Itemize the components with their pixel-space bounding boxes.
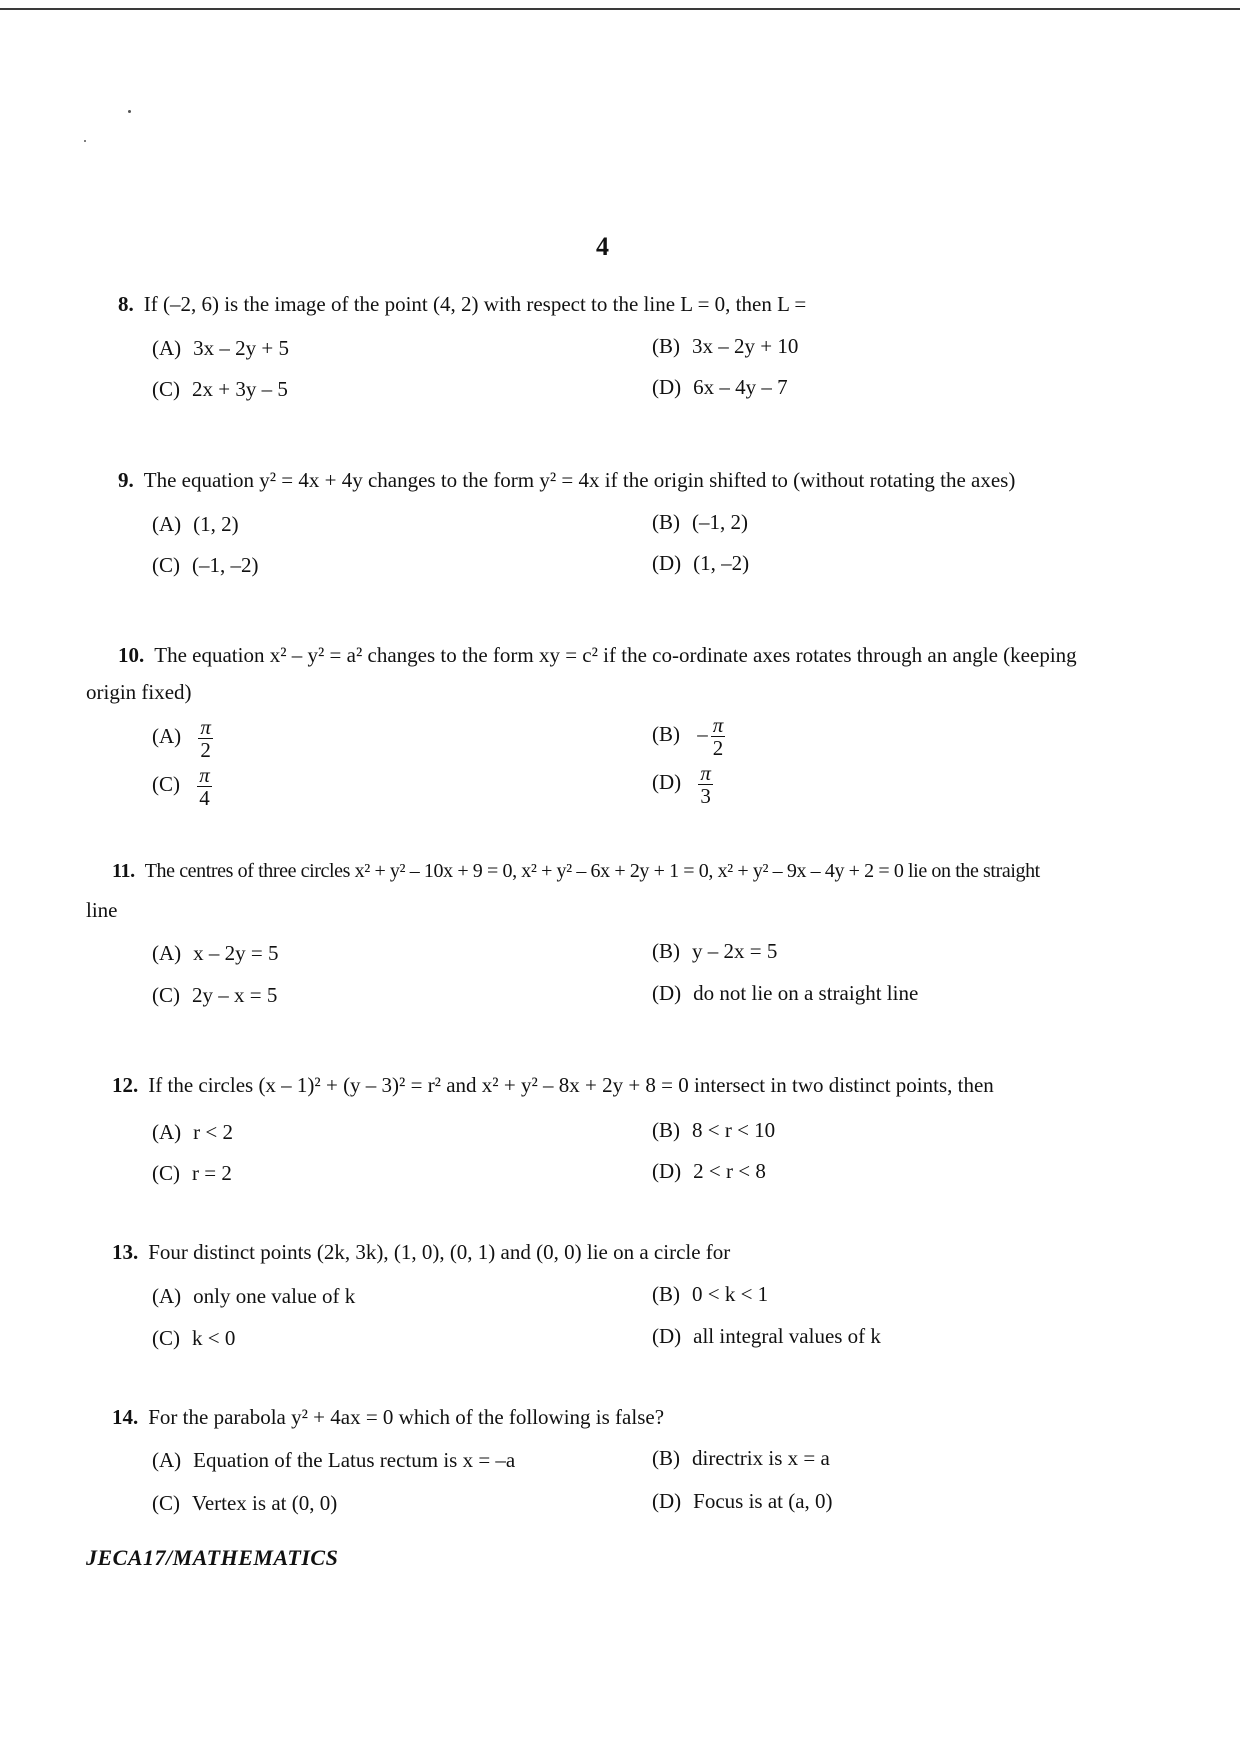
question-text: The centres of three circles x² + y² – 10x + 9 = 0, x² + y² – 6x + 2y + 1 = 0, x² + y² – 9x – 4y + 2 = 0 lie on the straight	[144, 860, 1040, 882]
option-letter: (A)	[152, 1284, 182, 1308]
option-letter: (B)	[652, 510, 680, 534]
option-a	[152, 716, 213, 761]
option-d	[652, 551, 749, 576]
question-text: For the parabola y² + 4ax = 0 which of the following is false?	[148, 1405, 665, 1429]
footer-exam-code: JECA17/MATHEMATICS	[86, 1545, 339, 1570]
option-text: (1, –2)	[693, 551, 750, 575]
question-stem	[118, 468, 1015, 493]
question-text-continued: line	[86, 898, 118, 922]
option-d	[652, 762, 713, 807]
option-text: do not lie on a straight line	[693, 981, 919, 1005]
option-b	[652, 334, 798, 359]
option-c	[152, 377, 288, 402]
option-letter: (C)	[152, 983, 180, 1007]
fraction	[198, 716, 213, 761]
question-stem	[118, 292, 806, 317]
option-text: 8 < r < 10	[692, 1118, 776, 1142]
option-text: r = 2	[192, 1161, 232, 1185]
option-d	[652, 1159, 766, 1184]
scan-speck	[84, 140, 86, 142]
option-a	[152, 336, 289, 361]
option-text: only one value of k	[193, 1284, 356, 1308]
option-letter: (B)	[652, 1446, 680, 1470]
option-a	[152, 1284, 355, 1309]
fraction-denominator: 2	[712, 736, 724, 761]
option-letter: (A)	[152, 1120, 182, 1144]
fraction	[698, 762, 713, 807]
option-text: y – 2x = 5	[692, 939, 778, 963]
option-text: r < 2	[193, 1120, 233, 1144]
fraction	[711, 714, 726, 759]
scan-speck	[128, 110, 131, 113]
option-b	[652, 1282, 768, 1307]
option-text: 3x – 2y + 5	[193, 336, 289, 360]
option-text: 6x – 4y – 7	[693, 375, 788, 399]
question-number: 11.	[112, 860, 135, 882]
fraction-denominator: 3	[700, 784, 711, 809]
option-letter: (A)	[152, 512, 182, 536]
top-rule	[0, 8, 1240, 10]
option-a	[152, 941, 279, 966]
question-number: 12.	[112, 1073, 139, 1097]
option-c	[152, 1161, 232, 1186]
question-number: 10.	[118, 643, 145, 667]
option-text: (1, 2)	[193, 512, 239, 536]
option-d	[652, 1489, 833, 1514]
option-letter: (A)	[152, 941, 182, 965]
question-text: The equation y² = 4x + 4y changes to the form y² = 4x if the origin shifted to (without rotating the axes)	[143, 468, 1016, 492]
page-number: 4	[596, 232, 609, 261]
option-letter: (C)	[152, 1161, 180, 1185]
option-text: 3x – 2y + 10	[692, 334, 799, 358]
option-letter: (D)	[652, 375, 682, 399]
option-letter: (A)	[152, 724, 182, 749]
option-text: 2 < r < 8	[693, 1159, 766, 1183]
option-c	[152, 983, 277, 1008]
question-number: 8.	[118, 292, 134, 316]
fraction-numerator: π	[199, 763, 210, 787]
option-letter: (A)	[152, 1448, 182, 1472]
option-text: 0 < k < 1	[692, 1282, 769, 1306]
option-letter: (C)	[152, 1491, 180, 1515]
option-text: x – 2y = 5	[193, 941, 279, 965]
question-stem	[112, 1073, 994, 1098]
question-number: 14.	[112, 1405, 139, 1429]
question-text: Four distinct points (2k, 3k), (1, 0), (0, 1) and (0, 0) lie on a circle for	[148, 1240, 731, 1264]
fraction	[197, 764, 212, 809]
option-b	[652, 1118, 775, 1143]
question-stem	[112, 1405, 664, 1430]
option-d	[652, 1324, 881, 1349]
option-text: (–1, –2)	[192, 553, 259, 577]
option-text: k < 0	[192, 1326, 236, 1350]
option-letter: (D)	[652, 770, 682, 795]
option-letter: (B)	[652, 334, 680, 358]
option-letter: (B)	[652, 1118, 680, 1142]
option-text: (–1, 2)	[692, 510, 748, 534]
question-number: 9.	[118, 468, 134, 492]
option-c	[152, 1491, 337, 1516]
option-c	[152, 1326, 235, 1351]
option-letter: (D)	[652, 1489, 682, 1513]
option-letter: (A)	[152, 336, 182, 360]
option-letter: (D)	[652, 1324, 682, 1348]
option-text: Focus is at (a, 0)	[693, 1489, 833, 1513]
option-letter: (D)	[652, 1159, 682, 1183]
option-a	[152, 1120, 233, 1145]
fraction-numerator: π	[200, 715, 211, 739]
option-text: all integral values of k	[693, 1324, 881, 1348]
fraction-numerator: π	[712, 713, 724, 737]
question-stem	[118, 643, 1077, 668]
option-a	[152, 1448, 515, 1473]
question-stem	[112, 1240, 730, 1265]
question-number: 13.	[112, 1240, 139, 1264]
option-text: directrix is x = a	[692, 1446, 830, 1470]
option-b	[652, 510, 748, 535]
question-text: The equation x² – y² = a² changes to the form xy = c² if the co-ordinate axes rotates through an angle (keeping	[154, 643, 1077, 667]
fraction-numerator: π	[700, 761, 711, 785]
option-c	[152, 553, 259, 578]
option-letter: (B)	[652, 722, 680, 747]
minus-sign: –	[697, 722, 708, 747]
option-letter: (C)	[152, 1326, 180, 1350]
option-letter: (C)	[152, 553, 180, 577]
option-letter: (D)	[652, 981, 682, 1005]
fraction-denominator: 2	[200, 738, 211, 763]
option-letter: (C)	[152, 377, 180, 401]
fraction-denominator: 4	[199, 786, 210, 811]
question-stem	[112, 860, 1040, 883]
option-text: Equation of the Latus rectum is x = –a	[193, 1448, 516, 1472]
option-letter: (D)	[652, 551, 682, 575]
option-a	[152, 512, 239, 537]
question-text-continued: origin fixed)	[86, 680, 192, 704]
option-letter: (B)	[652, 1282, 680, 1306]
option-b	[652, 714, 725, 759]
option-text: Vertex is at (0, 0)	[192, 1491, 338, 1515]
question-text: If (–2, 6) is the image of the point (4, 2) with respect to the line L = 0, then L =	[143, 292, 807, 316]
option-b	[652, 1446, 830, 1471]
option-c	[152, 764, 212, 809]
option-b	[652, 939, 777, 964]
option-text: 2y – x = 5	[192, 983, 278, 1007]
question-text: If the circles (x – 1)² + (y – 3)² = r² and x² + y² – 8x + 2y + 8 = 0 intersect in two distinct points, then	[148, 1073, 994, 1097]
option-letter: (C)	[152, 772, 180, 797]
option-letter: (B)	[652, 939, 680, 963]
option-text: 2x + 3y – 5	[192, 377, 288, 401]
option-d	[652, 375, 788, 400]
option-d	[652, 981, 918, 1006]
